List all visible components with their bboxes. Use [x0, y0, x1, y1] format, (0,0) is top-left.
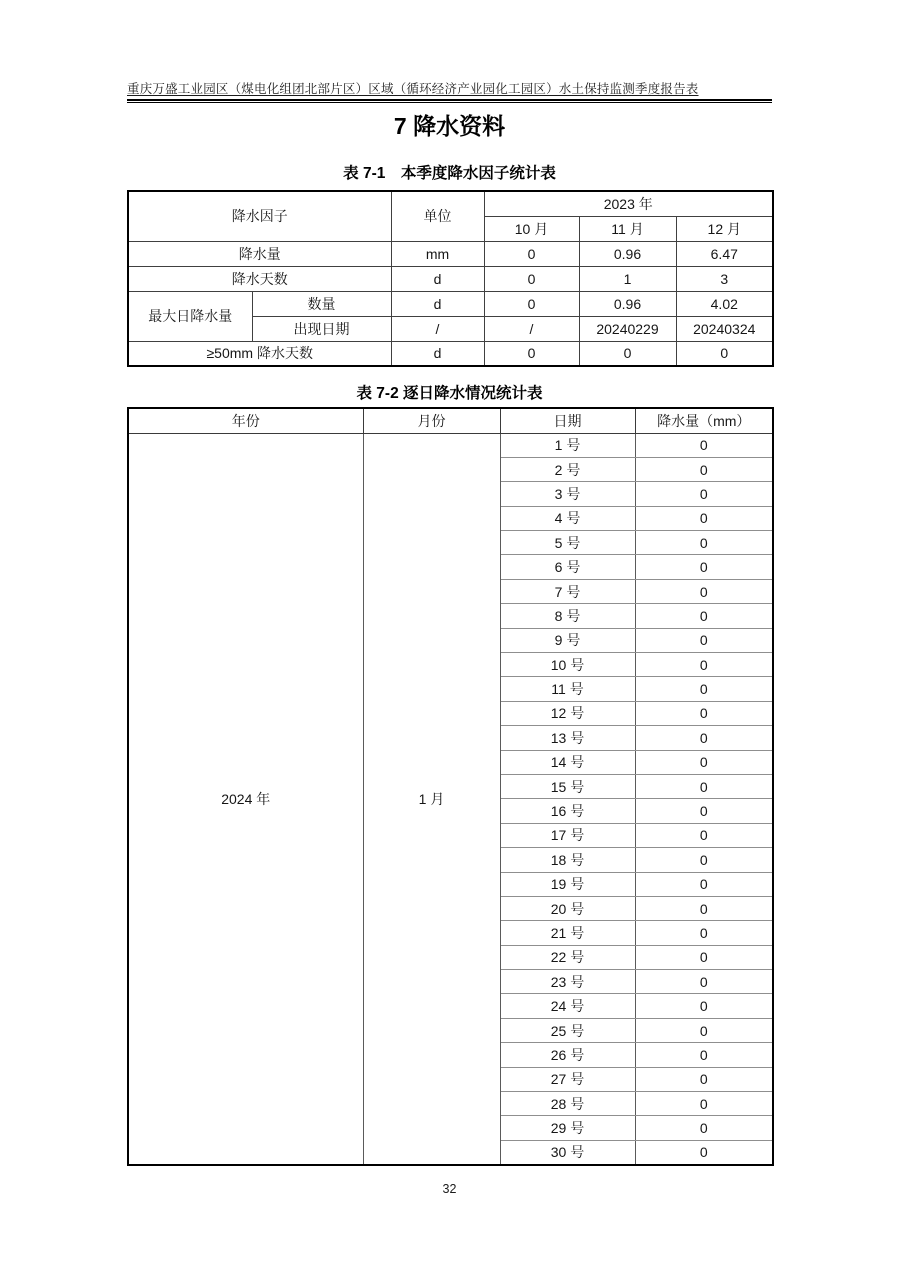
day-cell: 25 号: [500, 1018, 635, 1042]
day-cell: 27 号: [500, 1067, 635, 1091]
rain-value-cell: 0: [635, 531, 773, 555]
precipitation-factor-table: [127, 190, 774, 367]
unit-cell: d: [391, 266, 484, 291]
table-row: [128, 266, 773, 291]
year-header-cell: 2023 年: [484, 191, 773, 216]
rain-value-cell: 0: [635, 1018, 773, 1042]
day-cell: 1 号: [500, 433, 635, 457]
value-cell: 0: [579, 341, 676, 366]
month-header-cell: 10 月: [484, 216, 579, 241]
page-number: 32: [442, 1182, 457, 1196]
value-cell: 0: [484, 266, 579, 291]
table1-caption: 表 7-1 本季度降水因子统计表: [343, 165, 556, 182]
year-cell: 2024 年: [128, 433, 363, 1165]
page-header-text: 重庆万盛工业园区（煤电化组团北部片区）区域（循环经济产业园化工园区）水土保持监测季度报告表: [127, 82, 699, 96]
day-cell: 6 号: [500, 555, 635, 579]
rain-value-cell: 0: [635, 628, 773, 652]
day-cell: 3 号: [500, 482, 635, 506]
value-cell: 0: [484, 341, 579, 366]
day-cell: 19 号: [500, 872, 635, 896]
rain-value-cell: 0: [635, 945, 773, 969]
rain-value-cell: 0: [635, 848, 773, 872]
day-cell: 30 号: [500, 1140, 635, 1164]
rain-value-cell: 0: [635, 970, 773, 994]
rain-value-cell: 0: [635, 1116, 773, 1140]
day-cell: 7 号: [500, 579, 635, 603]
day-cell: 29 号: [500, 1116, 635, 1140]
unit-cell: d: [391, 291, 484, 316]
rain-value-cell: 0: [635, 921, 773, 945]
rain-value-cell: 0: [635, 799, 773, 823]
col-header-rainfall: 降水量（mm）: [635, 408, 773, 433]
rain-value-cell: 0: [635, 579, 773, 603]
day-cell: 13 号: [500, 726, 635, 750]
rain-value-cell: 0: [635, 653, 773, 677]
section-title: 7 降水资料: [393, 113, 506, 139]
value-cell: 0.96: [579, 241, 676, 266]
rain-value-cell: 0: [635, 457, 773, 481]
day-cell: 11 号: [500, 677, 635, 701]
rain-value-cell: 0: [635, 823, 773, 847]
table-row: [128, 191, 773, 216]
day-cell: 21 号: [500, 921, 635, 945]
rain-value-cell: 0: [635, 482, 773, 506]
day-cell: 2 号: [500, 457, 635, 481]
rain-value-cell: 0: [635, 896, 773, 920]
rain-value-cell: 0: [635, 1043, 773, 1067]
rain-value-cell: 0: [635, 506, 773, 530]
month-header-cell: 11 月: [579, 216, 676, 241]
value-cell: 6.47: [676, 241, 773, 266]
col-header-year: 年份: [128, 408, 363, 433]
unit-header-cell: 单位: [391, 191, 484, 241]
value-cell: 3: [676, 266, 773, 291]
table-row: [128, 433, 773, 457]
value-cell: 0.96: [579, 291, 676, 316]
row-label-cell: 降水量: [128, 241, 391, 266]
day-cell: 22 号: [500, 945, 635, 969]
day-cell: 5 号: [500, 531, 635, 555]
day-cell: 20 号: [500, 896, 635, 920]
col-header-month: 月份: [363, 408, 500, 433]
rain-value-cell: 0: [635, 774, 773, 798]
rain-value-cell: 0: [635, 604, 773, 628]
day-cell: 12 号: [500, 701, 635, 725]
table2-caption: 表 7-2 逐日降水情况统计表: [356, 385, 543, 402]
rain-value-cell: 0: [635, 677, 773, 701]
day-cell: 17 号: [500, 823, 635, 847]
day-cell: 16 号: [500, 799, 635, 823]
value-cell: /: [484, 316, 579, 341]
day-cell: 14 号: [500, 750, 635, 774]
rain-value-cell: 0: [635, 1092, 773, 1116]
day-cell: 24 号: [500, 994, 635, 1018]
table-row: [128, 241, 773, 266]
month-cell: 1 月: [363, 433, 500, 1165]
day-cell: 4 号: [500, 506, 635, 530]
table-header-row: [128, 408, 773, 433]
rain-value-cell: 0: [635, 750, 773, 774]
day-cell: 15 号: [500, 774, 635, 798]
rain-value-cell: 0: [635, 726, 773, 750]
month-header-cell: 12 月: [676, 216, 773, 241]
factor-header-cell: 降水因子: [128, 191, 391, 241]
day-cell: 10 号: [500, 653, 635, 677]
value-cell: 1: [579, 266, 676, 291]
row-label-cell: 最大日降水量: [128, 291, 252, 341]
row-label-cell: ≥50mm 降水天数: [128, 341, 391, 366]
unit-cell: d: [391, 341, 484, 366]
rain-value-cell: 0: [635, 872, 773, 896]
value-cell: 0: [484, 291, 579, 316]
table-row: [128, 291, 773, 316]
value-cell: 20240324: [676, 316, 773, 341]
rain-value-cell: 0: [635, 1140, 773, 1164]
rain-value-cell: 0: [635, 701, 773, 725]
day-cell: 28 号: [500, 1092, 635, 1116]
day-cell: 8 号: [500, 604, 635, 628]
rain-value-cell: 0: [635, 994, 773, 1018]
row-sublabel-cell: 数量: [252, 291, 391, 316]
row-label-cell: 降水天数: [128, 266, 391, 291]
rain-value-cell: 0: [635, 555, 773, 579]
day-cell: 26 号: [500, 1043, 635, 1067]
day-cell: 23 号: [500, 970, 635, 994]
value-cell: 0: [676, 341, 773, 366]
unit-cell: mm: [391, 241, 484, 266]
unit-cell: /: [391, 316, 484, 341]
col-header-date: 日期: [500, 408, 635, 433]
day-cell: 18 号: [500, 848, 635, 872]
row-sublabel-cell: 出现日期: [252, 316, 391, 341]
value-cell: 20240229: [579, 316, 676, 341]
value-cell: 4.02: [676, 291, 773, 316]
day-cell: 9 号: [500, 628, 635, 652]
rain-value-cell: 0: [635, 433, 773, 457]
header-double-rule: [127, 99, 772, 103]
daily-precipitation-table: [127, 407, 774, 1166]
value-cell: 0: [484, 241, 579, 266]
table-row: [128, 341, 773, 366]
rain-value-cell: 0: [635, 1067, 773, 1091]
